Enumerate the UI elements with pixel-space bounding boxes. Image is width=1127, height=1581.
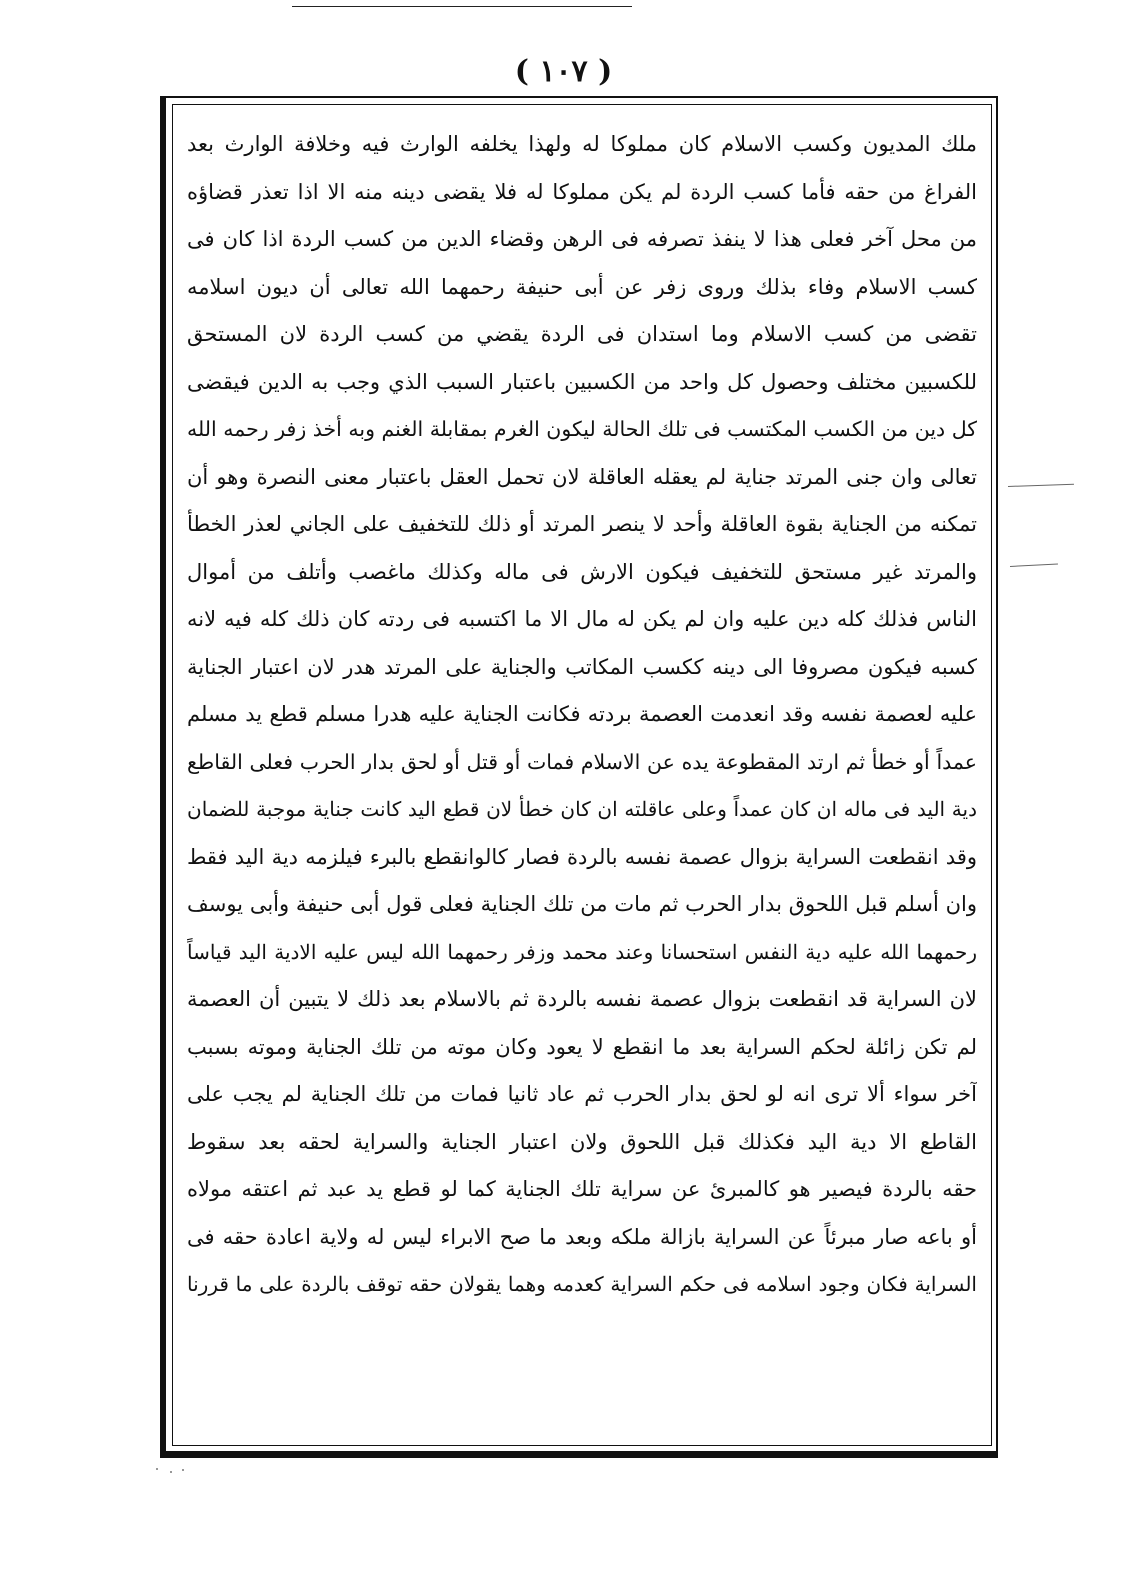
text-line: لان السراية قد انقطعت بزوال عصمة نفسه بالردة ثم بالاسلام بعد ذلك لا يتبين أن العصمة: [187, 987, 977, 1011]
text-line: السراية فكان وجود اسلامه فى حكم السراية كعدمه وهما يقولان حقه توقف بالردة على ما قررنا: [187, 1272, 977, 1296]
body-text: [187, 121, 977, 1309]
text-line: الناس فذلك كله دين عليه وان لم يكن له مال الا ما اكتسبه فى ردته كان ذلك كله فيه لانه: [187, 607, 977, 631]
text-line: عمداً أو خطأ ثم ارتد المقطوعة يده عن الاسلام فمات أو قتل أو لحق بدار الحرب فعلى القاطع: [187, 749, 977, 774]
text-line: دية اليد فى ماله ان كان عمداً وعلى عاقلته ان كان خطأ لان قطع اليد كانت جناية موجبة للضمان: [187, 797, 977, 821]
text-line: كل دين من الكسب المكتسب فى تلك الحالة ليكون الغرم بمقابلة الغنم وبه أخذ زفر رحمه الله: [187, 417, 977, 441]
text-line: تقضى من كسب الاسلام وما استدان فى الردة يقضي من كسب الردة لان المستحق: [187, 322, 977, 346]
text-line: لم تكن زائلة لحكم السراية بعد ما انقطع لا يعود وكان موته من تلك الجناية وموته بسبب: [187, 1034, 977, 1059]
text-line: آخر سواء ألا ترى انه لو لحق بدار الحرب ثم عاد ثانيا فمات من تلك الجناية لم يجب على: [187, 1082, 977, 1106]
text-line: الفراغ من حقه فأما كسب الردة لم يكن مملوكا له فلا يقضى دينه منه الا اذا تعذر قضاؤه: [187, 179, 977, 204]
text-line: للكسبين مختلف وحصول كل واحد من الكسبين باعتبار السبب الذي وجب به الدين فيقضى: [187, 369, 977, 394]
page-frame-inner: [172, 104, 992, 1446]
scan-speck: [170, 1471, 172, 1473]
text-line: أو باعه صار مبرئاً عن السراية بازالة ملكه وبعد ما صح الابراء ليس له ولاية اعادة حقه فى: [187, 1224, 977, 1249]
text-line: رحمهما الله عليه دية النفس استحسانا وعند محمد وزفر رحمهما الله ليس عليه الادية اليد قياساً: [187, 939, 977, 964]
text-line: ملك المديون وكسب الاسلام كان مملوكا له ولهذا يخلفه الوارث فيه وخلافة الوارث بعد: [187, 132, 977, 156]
margin-stroke: [1010, 563, 1058, 567]
text-line: حقه بالردة فيصير هو كالمبرئ عن سراية تلك الجناية كما لو قطع يد عبد ثم اعتقه مولاه: [187, 1177, 977, 1201]
text-line: كسب الاسلام وفاء بذلك وروى زفر عن أبى حنيفة رحمهما الله تعالى أن ديون اسلامه: [187, 274, 977, 299]
page-frame-outer: [160, 96, 998, 1458]
text-line: عليه لعصمة نفسه وقد انعدمت العصمة بردته فكانت الجناية عليه هدرا مسلم قطع يد مسلم: [187, 702, 977, 726]
text-line: وان أسلم قبل اللحوق بدار الحرب ثم مات من تلك الجناية فعلى قول أبى حنيفة وأبى يوسف: [187, 892, 977, 916]
scan-speck: [156, 1468, 158, 1470]
page-number: ( ١٠٧ ): [514, 54, 613, 89]
margin-stroke: [1008, 484, 1074, 487]
text-line: والمرتد غير مستحق للتخفيف فيكون الارش فى ماله وكذلك ماغصب وأتلف من أموال: [187, 559, 977, 584]
text-line: تمكنه من الجناية بقوة العاقلة وأحد لا ينصر المرتد أو ذلك للتخفيف على الجاني لعذر الخطأ: [187, 512, 977, 536]
scan-speck: [182, 1469, 184, 1471]
text-line: من محل آخر فعلى هذا لا ينفذ تصرفه فى الرهن وقضاء الدين من كسب الردة اذا كان فى: [187, 227, 977, 251]
text-line: تعالى وان جنى المرتد جناية لم يعقله العاقلة لان تحمل العقل باعتبار معنى النصرة وهو أن: [187, 464, 977, 489]
text-line: القاطع الا دية اليد فكذلك قبل اللحوق ولان اعتبار الجناية والسراية لحقه بعد سقوط: [187, 1129, 977, 1154]
text-line: وقد انقطعت السراية بزوال عصمة نفسه بالردة فصار كالوانقطع بالبرء فيلزمه دية اليد فقط: [187, 844, 977, 869]
text-line: كسبه فيكون مصروفا الى دينه ككسب المكاتب والجناية على المرتد هدر لان اعتبار الجناية: [187, 654, 977, 679]
top-rule: [292, 6, 632, 7]
